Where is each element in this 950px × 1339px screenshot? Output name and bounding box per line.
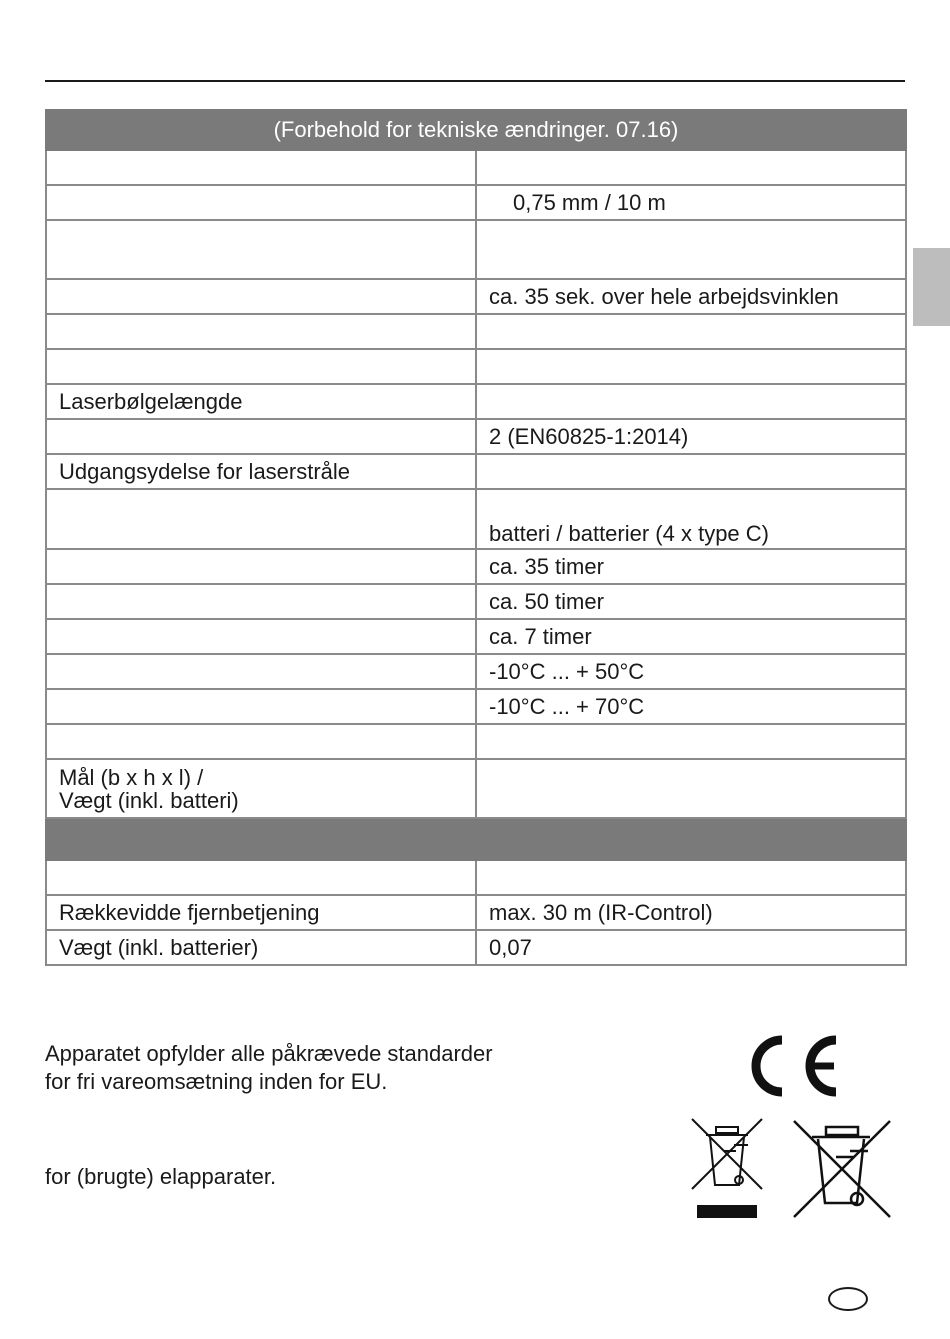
top-rule	[45, 80, 905, 82]
row-label	[46, 185, 476, 220]
ce-mark-icon	[742, 1032, 840, 1100]
section-tab-marker	[913, 248, 950, 326]
table-row	[46, 930, 906, 965]
table-row	[46, 584, 906, 619]
weee-note	[45, 1163, 276, 1191]
row-value	[476, 349, 906, 384]
row-label-line: Mål (b x h x l) /	[59, 764, 204, 790]
row-value-cell	[476, 185, 906, 220]
table-row	[46, 489, 906, 549]
table-row	[46, 384, 906, 419]
table-row	[46, 895, 906, 930]
row-label	[46, 150, 476, 185]
row-label	[46, 689, 476, 724]
row-value: 0,75 mm / 10 m	[513, 189, 666, 215]
table-row	[46, 454, 906, 489]
row-value	[476, 150, 906, 185]
row-value	[476, 220, 906, 279]
ce-note	[45, 1040, 493, 1096]
table-row	[46, 349, 906, 384]
table-header-row	[46, 110, 906, 150]
row-label: Udgangsydelse for laserstråle	[46, 454, 476, 489]
row-value: ca. 7 timer	[476, 619, 906, 654]
row-value	[476, 724, 906, 759]
row-label	[46, 654, 476, 689]
row-label: Laserbølgelængde	[46, 384, 476, 419]
row-label	[46, 489, 476, 549]
table-row	[46, 860, 906, 895]
row-label	[46, 279, 476, 314]
table-row	[46, 654, 906, 689]
weee-bin-with-bar-icon	[688, 1117, 766, 1223]
row-label	[46, 220, 476, 279]
table-row	[46, 619, 906, 654]
ce-note-line: for fri vareomsætning inden for EU.	[45, 1069, 388, 1094]
table-row	[46, 185, 906, 220]
row-value	[476, 384, 906, 419]
row-label	[46, 419, 476, 454]
table-row	[46, 220, 906, 279]
row-value: 0,07	[476, 930, 906, 965]
row-value: ca. 35 timer	[476, 549, 906, 584]
row-label	[46, 724, 476, 759]
row-label-line: Vægt (inkl. batteri)	[59, 787, 239, 813]
table-row	[46, 314, 906, 349]
table-row	[46, 549, 906, 584]
weee-bin-icon	[790, 1117, 894, 1221]
technical-data-table	[45, 109, 907, 966]
row-value: 2 (EN60825-1:2014)	[476, 419, 906, 454]
row-label	[46, 619, 476, 654]
table-row	[46, 419, 906, 454]
row-label-multiline	[46, 759, 476, 818]
row-value: -10°C ... + 50°C	[476, 654, 906, 689]
row-value: batteri / batterier (4 x type C)	[476, 489, 906, 549]
row-value: ca. 35 sek. over hele arbejdsvinklen	[476, 279, 906, 314]
weee-note-line: for (brugte) elapparater.	[45, 1164, 277, 1189]
row-value: ca. 50 timer	[476, 584, 906, 619]
row-label	[46, 584, 476, 619]
row-value	[476, 314, 906, 349]
row-value: -10°C ... + 70°C	[476, 689, 906, 724]
country-code-oval	[828, 1287, 868, 1311]
section-divider	[46, 818, 906, 860]
row-label	[46, 549, 476, 584]
row-label	[46, 314, 476, 349]
table-row	[46, 150, 906, 185]
table-header: (Forbehold for tekniske ændringer. 07.16)	[46, 110, 906, 150]
row-value: max. 30 m (IR-Control)	[476, 895, 906, 930]
table-row	[46, 689, 906, 724]
row-label	[46, 349, 476, 384]
row-value	[476, 860, 906, 895]
row-label	[46, 860, 476, 895]
ce-note-line: Apparatet opfylder alle påkrævede standarder	[45, 1041, 493, 1066]
table-row	[46, 724, 906, 759]
section-divider-row	[46, 818, 906, 860]
row-value	[476, 759, 906, 818]
row-label: Vægt (inkl. batterier)	[46, 930, 476, 965]
table-row	[46, 759, 906, 818]
row-label: Rækkevidde fjernbetjening	[46, 895, 476, 930]
table-row	[46, 279, 906, 314]
row-value	[476, 454, 906, 489]
